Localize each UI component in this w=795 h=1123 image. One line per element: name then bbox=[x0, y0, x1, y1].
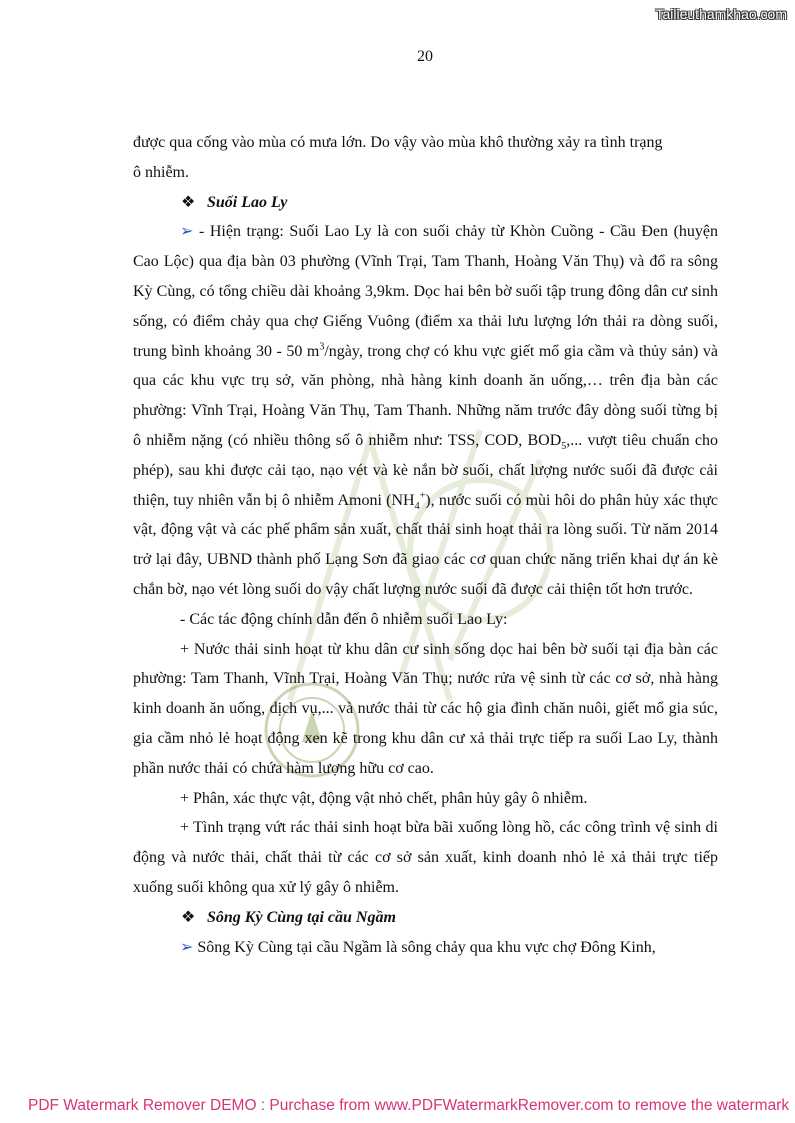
subscript: 5 bbox=[561, 441, 567, 453]
diamond-bullet-icon: ❖ bbox=[181, 193, 196, 211]
heading-text: Suối Lao Ly bbox=[207, 193, 288, 211]
document-body bbox=[133, 128, 718, 962]
superscript: + bbox=[419, 490, 426, 502]
superscript: 3 bbox=[319, 341, 325, 353]
paragraph: + Tình trạng vứt rác thải sinh hoạt bừa bãi xuống lòng hồ, các công trình vệ sinh di động và nước thải, chất thải từ các cơ sở sản xuất, kinh doanh nhỏ lẻ xả thải trực tiếp xuống suối không qua xử lý gây ô nhiễm. bbox=[133, 819, 718, 896]
section-heading-suoi-lao-ly bbox=[133, 188, 718, 218]
demo-watermark-banner: PDF Watermark Remover DEMO : Purchase from www.PDFWatermarkRemover.com to remove the watermark bbox=[28, 1097, 790, 1114]
text-line: ô nhiễm. bbox=[133, 163, 189, 181]
text-run: ), nước suối có mùi hôi do phân hủy xác thực vật, động vật và các phế phẩm sản xuất, chất thải sinh hoạt thải ra lòng suối. Từ năm 2014 trở lại đây, UBND thành phố Lạng Sơn đã giao các cơ quan chức năng triển khai dự án kè chắn bờ, nạo vét lòng suối do vậy chất lượng nước suối đã được cải thiện tốt hơn trước. bbox=[133, 491, 718, 598]
subscript: 4 bbox=[414, 500, 420, 512]
text-run: Sông Kỳ Cùng tại cầu Ngầm là sông chảy qua khu vực chợ Đông Kinh, bbox=[193, 938, 656, 956]
arrow-bullet-icon: ➢ bbox=[180, 938, 194, 956]
text-line: được qua cống vào mùa có mưa lớn. Do vậy vào mùa khô thường xảy ra tình trạng bbox=[133, 134, 663, 151]
page-number: 20 bbox=[417, 48, 433, 65]
paragraph: + Phân, xác thực vật, động vật nhỏ chết, phân hủy gây ô nhiễm. bbox=[180, 789, 588, 807]
paragraph bbox=[133, 933, 718, 963]
paragraph bbox=[133, 158, 718, 188]
paragraph: - Các tác động chính dẫn đến ô nhiễm suối Lao Ly: bbox=[180, 610, 508, 628]
paragraph bbox=[133, 128, 718, 158]
heading-text: Sông Kỳ Cùng tại cầu Ngầm bbox=[207, 908, 396, 926]
text-run: /ngày, trong chợ có khu vực giết mổ gia cầm và thủy sản) và qua các khu vực trụ sở, văn phòng, nhà hàng kinh doanh ăn uống,… trên địa bàn các phường: Vĩnh Trại, Hoàng Văn Thụ, Tam Thanh. Những năm trước đây dòng suối từng bị ô nhiễm nặng (có nhiều thông số ô nhiễm như: TSS, COD, BOD bbox=[133, 342, 719, 449]
diamond-bullet-icon: ❖ bbox=[181, 908, 196, 926]
section-heading-song-ky-cung bbox=[133, 903, 718, 933]
text-run: ,... vượt tiêu chuẩn cho phép), sau khi được cải tạo, nạo vét và kè nắn bờ suối, chất lượng nước suối đã được cải thiện, tuy nhiên vẫn bị ô nhiễm Amoni (NH bbox=[133, 431, 718, 509]
arrow-bullet-icon: ➢ bbox=[180, 223, 194, 241]
site-watermark-text: Tailieuthamkhao.com bbox=[655, 6, 787, 22]
paragraph: + Nước thải sinh hoạt từ khu dân cư sinh sống dọc hai bên bờ suối tại địa bàn các phường: Tam Thanh, Vĩnh Trại, Hoàng Văn Thụ; nước rửa vệ sinh từ các cơ sở, nhà hàng kinh doanh ăn uống, dịch vụ,... và nước thải từ các hộ gia đình chăn nuôi, giết mổ gia súc, gia cầm nhỏ lẻ hoạt động xen kẽ trong khu dân cư xả thải trực tiếp ra suối Lao Ly, thành phần nước thải có chứa hàm lượng hữu cơ cao. bbox=[133, 640, 718, 777]
text-run: - Hiện trạng: Suối Lao Ly là con suối chảy từ Khòn Cuồng - Cầu Đen (huyện Cao Lộc) qua địa bàn 03 phường (Vĩnh Trại, Tam Thanh, Hoàng Văn Thụ) và đổ ra sông Kỳ Cùng, có tổng chiều dài khoảng 3,9km. Dọc hai bên bờ suối tập trung đông dân cư sinh sống, có điểm chảy qua chợ Giếng Vuông (điểm xa thải lưu lượng lớn thải ra dòng suối, trung bình khoảng 30 - 50 m bbox=[133, 223, 718, 360]
paragraph-current-status bbox=[133, 217, 718, 604]
